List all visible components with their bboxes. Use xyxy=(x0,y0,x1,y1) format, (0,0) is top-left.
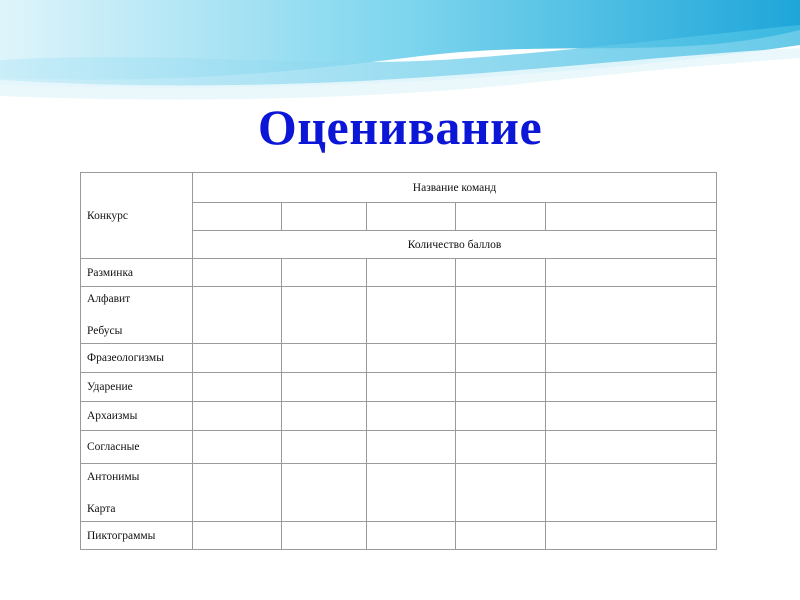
score-cell[interactable] xyxy=(193,464,282,522)
score-cell[interactable] xyxy=(282,344,367,373)
contest-label-line: Ребусы xyxy=(87,325,123,337)
score-cell[interactable] xyxy=(367,464,456,522)
score-cell[interactable] xyxy=(282,464,367,522)
table-row xyxy=(81,259,717,287)
score-cell[interactable] xyxy=(546,402,717,431)
team-name-cell[interactable] xyxy=(367,203,456,231)
score-cell[interactable] xyxy=(282,373,367,402)
score-cell[interactable] xyxy=(456,522,546,550)
score-cell[interactable] xyxy=(456,402,546,431)
score-cell[interactable] xyxy=(546,464,717,522)
score-cell[interactable] xyxy=(546,287,717,344)
table-row xyxy=(81,464,717,522)
score-cell[interactable] xyxy=(193,431,282,464)
score-cell[interactable] xyxy=(193,522,282,550)
table-row xyxy=(81,402,717,431)
score-cell[interactable] xyxy=(456,259,546,287)
contest-label: Архаизмы xyxy=(81,402,193,431)
score-cell[interactable] xyxy=(456,344,546,373)
contest-label xyxy=(81,287,193,344)
contest-label: Ударение xyxy=(81,373,193,402)
score-cell[interactable] xyxy=(193,373,282,402)
score-cell[interactable] xyxy=(282,287,367,344)
contest-label: Согласные xyxy=(81,431,193,464)
header-points: Количество баллов xyxy=(193,231,717,259)
contest-label-line: Алфавит xyxy=(87,293,131,305)
score-cell[interactable] xyxy=(546,259,717,287)
slide-title: Оценивание xyxy=(257,99,543,155)
score-cell[interactable] xyxy=(282,522,367,550)
table-row xyxy=(81,522,717,550)
score-cell[interactable] xyxy=(367,522,456,550)
table-row xyxy=(81,173,717,203)
team-name-cell[interactable] xyxy=(456,203,546,231)
team-name-cell[interactable] xyxy=(193,203,282,231)
score-cell[interactable] xyxy=(282,431,367,464)
score-cell[interactable] xyxy=(546,344,717,373)
header-team-names: Название команд xyxy=(193,173,717,203)
table-row xyxy=(81,373,717,402)
score-table xyxy=(80,172,717,550)
table-row xyxy=(81,431,717,464)
score-cell[interactable] xyxy=(193,402,282,431)
score-cell[interactable] xyxy=(367,344,456,373)
score-cell[interactable] xyxy=(456,431,546,464)
score-cell[interactable] xyxy=(193,344,282,373)
contest-label: Пиктограммы xyxy=(81,522,193,550)
score-cell[interactable] xyxy=(367,402,456,431)
score-cell[interactable] xyxy=(546,522,717,550)
score-cell[interactable] xyxy=(367,259,456,287)
contest-label-line: Карта xyxy=(87,502,116,515)
team-name-cell[interactable] xyxy=(546,203,717,231)
header-wave-decoration xyxy=(0,0,800,110)
score-cell[interactable] xyxy=(193,259,282,287)
score-cell[interactable] xyxy=(367,431,456,464)
table-row xyxy=(81,344,717,373)
contest-label xyxy=(81,464,193,522)
contest-label: Разминка xyxy=(81,259,193,287)
score-cell[interactable] xyxy=(367,287,456,344)
score-cell[interactable] xyxy=(546,431,717,464)
contest-label: Фразеологизмы xyxy=(81,344,193,373)
table-row xyxy=(81,287,717,344)
score-cell[interactable] xyxy=(456,287,546,344)
score-cell[interactable] xyxy=(282,259,367,287)
score-cell[interactable] xyxy=(282,402,367,431)
score-cell[interactable] xyxy=(456,464,546,522)
score-cell[interactable] xyxy=(367,373,456,402)
header-contest: Конкурс xyxy=(81,173,193,259)
score-cell[interactable] xyxy=(546,373,717,402)
contest-label-line: Антонимы xyxy=(87,470,140,483)
score-cell[interactable] xyxy=(456,373,546,402)
score-cell[interactable] xyxy=(193,287,282,344)
team-name-cell[interactable] xyxy=(282,203,367,231)
